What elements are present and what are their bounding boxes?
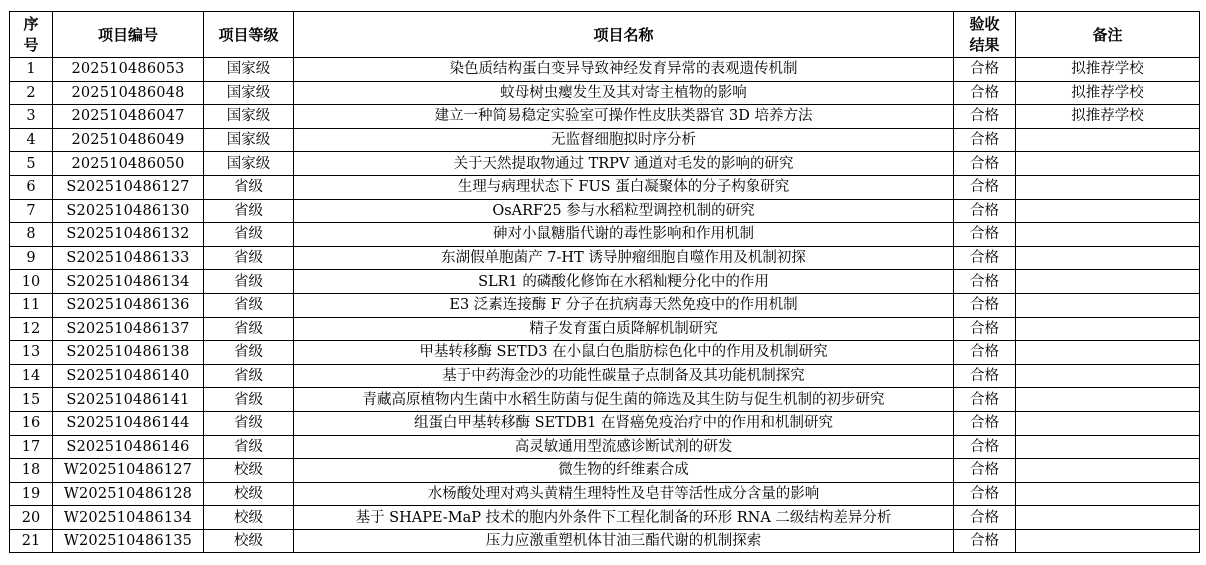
cell-level: 省级: [204, 293, 294, 317]
cell-name: 建立一种简易稳定实验室可操作性皮肤类器官 3D 培养方法: [294, 105, 954, 129]
cell-name: 蚊母树虫瘿发生及其对寄主植物的影响: [294, 81, 954, 105]
cell-result: 合格: [954, 199, 1016, 223]
cell-index: 12: [10, 317, 53, 341]
cell-name: OsARF25 参与水稻粒型调控机制的研究: [294, 199, 954, 223]
cell-result: 合格: [954, 293, 1016, 317]
cell-level: 省级: [204, 175, 294, 199]
cell-code: S202510486127: [53, 175, 204, 199]
cell-name: 高灵敏通用型流感诊断试剂的研发: [294, 435, 954, 459]
cell-remark: 拟推荐学校: [1016, 58, 1200, 82]
cell-index: 14: [10, 364, 53, 388]
cell-index: 19: [10, 482, 53, 506]
header-index: [10, 12, 53, 58]
table-row: [10, 364, 1200, 388]
cell-code: S202510486144: [53, 411, 204, 435]
cell-remark: [1016, 364, 1200, 388]
cell-code: 202510486048: [53, 81, 204, 105]
cell-remark: [1016, 175, 1200, 199]
cell-remark: [1016, 270, 1200, 294]
cell-name: 砷对小鼠糖脂代谢的毒性影响和作用机制: [294, 223, 954, 247]
cell-result: 合格: [954, 270, 1016, 294]
cell-level: 省级: [204, 317, 294, 341]
header-code: 项目编号: [53, 12, 204, 58]
cell-remark: 拟推荐学校: [1016, 105, 1200, 129]
table-row: [10, 105, 1200, 129]
cell-code: S202510486133: [53, 246, 204, 270]
cell-result: 合格: [954, 175, 1016, 199]
header-remark: 备注: [1016, 12, 1200, 58]
table-row: [10, 482, 1200, 506]
cell-index: 17: [10, 435, 53, 459]
cell-level: 国家级: [204, 152, 294, 176]
header-result-line-1: 验收: [969, 14, 1000, 33]
cell-name: 生理与病理状态下 FUS 蛋白凝聚体的分子构象研究: [294, 175, 954, 199]
cell-remark: 拟推荐学校: [1016, 81, 1200, 105]
cell-name: 无监督细胞拟时序分析: [294, 128, 954, 152]
cell-result: 合格: [954, 223, 1016, 247]
cell-code: S202510486134: [53, 270, 204, 294]
cell-level: 省级: [204, 199, 294, 223]
cell-remark: [1016, 459, 1200, 483]
cell-result: 合格: [954, 482, 1016, 506]
table-row: [10, 223, 1200, 247]
cell-name: 水杨酸处理对鸡头黄精生理特性及皂苷等活性成分含量的影响: [294, 482, 954, 506]
cell-code: W202510486128: [53, 482, 204, 506]
header-index-line-1: 序: [23, 14, 39, 33]
cell-level: 省级: [204, 270, 294, 294]
cell-name: 青藏高原植物内生菌中水稻生防菌与促生菌的筛选及其生防与促生机制的初步研究: [294, 388, 954, 412]
cell-index: 10: [10, 270, 53, 294]
cell-result: 合格: [954, 317, 1016, 341]
cell-index: 18: [10, 459, 53, 483]
cell-remark: [1016, 411, 1200, 435]
cell-level: 校级: [204, 506, 294, 530]
cell-index: 1: [10, 58, 53, 82]
cell-index: 20: [10, 506, 53, 530]
cell-level: 省级: [204, 341, 294, 365]
cell-remark: [1016, 341, 1200, 365]
cell-index: 11: [10, 293, 53, 317]
cell-level: 校级: [204, 459, 294, 483]
cell-remark: [1016, 293, 1200, 317]
cell-code: S202510486141: [53, 388, 204, 412]
header-level: 项目等级: [204, 12, 294, 58]
cell-index: 4: [10, 128, 53, 152]
cell-result: 合格: [954, 81, 1016, 105]
cell-level: 省级: [204, 435, 294, 459]
table-row: [10, 506, 1200, 530]
cell-index: 21: [10, 529, 53, 553]
cell-name: E3 泛素连接酶 F 分子在抗病毒天然免疫中的作用机制: [294, 293, 954, 317]
cell-result: 合格: [954, 364, 1016, 388]
cell-code: S202510486138: [53, 341, 204, 365]
cell-result: 合格: [954, 105, 1016, 129]
cell-code: 202510486053: [53, 58, 204, 82]
header-result: [954, 12, 1016, 58]
cell-remark: [1016, 128, 1200, 152]
table-row: [10, 411, 1200, 435]
cell-remark: [1016, 223, 1200, 247]
cell-level: 校级: [204, 529, 294, 553]
cell-remark: [1016, 152, 1200, 176]
cell-level: 省级: [204, 364, 294, 388]
cell-code: S202510486146: [53, 435, 204, 459]
table-row: [10, 529, 1200, 553]
cell-code: 202510486047: [53, 105, 204, 129]
table-row: [10, 270, 1200, 294]
cell-level: 省级: [204, 411, 294, 435]
cell-name: 东湖假单胞菌产 7-HT 诱导肿瘤细胞自噬作用及机制初探: [294, 246, 954, 270]
cell-code: W202510486134: [53, 506, 204, 530]
cell-result: 合格: [954, 529, 1016, 553]
cell-code: 202510486049: [53, 128, 204, 152]
cell-index: 3: [10, 105, 53, 129]
cell-remark: [1016, 506, 1200, 530]
table-row: [10, 459, 1200, 483]
cell-remark: [1016, 388, 1200, 412]
table-row: [10, 199, 1200, 223]
cell-name: 组蛋白甲基转移酶 SETDB1 在肾癌免疫治疗中的作用和机制研究: [294, 411, 954, 435]
cell-index: 5: [10, 152, 53, 176]
table-row: [10, 152, 1200, 176]
cell-name: 染色质结构蛋白变异导致神经发育异常的表观遗传机制: [294, 58, 954, 82]
cell-result: 合格: [954, 246, 1016, 270]
table-row: [10, 58, 1200, 82]
cell-index: 2: [10, 81, 53, 105]
cell-code: S202510486137: [53, 317, 204, 341]
table-row: [10, 81, 1200, 105]
table-row: [10, 341, 1200, 365]
cell-result: 合格: [954, 152, 1016, 176]
cell-name: 基于 SHAPE-MaP 技术的胞内外条件下工程化制备的环形 RNA 二级结构差异分析: [294, 506, 954, 530]
cell-level: 国家级: [204, 81, 294, 105]
cell-index: 7: [10, 199, 53, 223]
cell-level: 校级: [204, 482, 294, 506]
cell-result: 合格: [954, 435, 1016, 459]
cell-code: S202510486130: [53, 199, 204, 223]
header-name: 项目名称: [294, 12, 954, 58]
cell-remark: [1016, 529, 1200, 553]
cell-name: 关于天然提取物通过 TRPV 通道对毛发的影响的研究: [294, 152, 954, 176]
project-acceptance-table: [9, 11, 1200, 553]
table-row: [10, 435, 1200, 459]
cell-code: 202510486050: [53, 152, 204, 176]
cell-index: 9: [10, 246, 53, 270]
cell-code: W202510486135: [53, 529, 204, 553]
cell-remark: [1016, 435, 1200, 459]
cell-result: 合格: [954, 388, 1016, 412]
cell-level: 省级: [204, 388, 294, 412]
cell-code: S202510486140: [53, 364, 204, 388]
cell-result: 合格: [954, 128, 1016, 152]
cell-code: S202510486132: [53, 223, 204, 247]
cell-name: 基于中药海金沙的功能性碳量子点制备及其功能机制探究: [294, 364, 954, 388]
cell-index: 16: [10, 411, 53, 435]
table-body: [10, 58, 1200, 553]
table-row: [10, 293, 1200, 317]
cell-level: 国家级: [204, 128, 294, 152]
cell-remark: [1016, 246, 1200, 270]
header-result-line-2: 结果: [969, 35, 1000, 54]
cell-result: 合格: [954, 459, 1016, 483]
cell-name: 微生物的纤维素合成: [294, 459, 954, 483]
table-row: [10, 175, 1200, 199]
cell-name: 压力应激重塑机体甘油三酯代谢的机制探索: [294, 529, 954, 553]
cell-remark: [1016, 317, 1200, 341]
table-header-row: [10, 12, 1200, 58]
cell-code: S202510486136: [53, 293, 204, 317]
table-row: [10, 388, 1200, 412]
cell-index: 13: [10, 341, 53, 365]
cell-index: 15: [10, 388, 53, 412]
cell-result: 合格: [954, 58, 1016, 82]
cell-code: W202510486127: [53, 459, 204, 483]
cell-index: 6: [10, 175, 53, 199]
cell-level: 省级: [204, 223, 294, 247]
cell-name: 甲基转移酶 SETD3 在小鼠白色脂肪棕色化中的作用及机制研究: [294, 341, 954, 365]
cell-result: 合格: [954, 411, 1016, 435]
header-index-line-2: 号: [23, 35, 39, 54]
table-row: [10, 317, 1200, 341]
cell-remark: [1016, 199, 1200, 223]
cell-level: 国家级: [204, 105, 294, 129]
cell-name: SLR1 的磷酸化修饰在水稻籼粳分化中的作用: [294, 270, 954, 294]
table-row: [10, 246, 1200, 270]
cell-level: 省级: [204, 246, 294, 270]
cell-name: 精子发育蛋白质降解机制研究: [294, 317, 954, 341]
cell-level: 国家级: [204, 58, 294, 82]
table-row: [10, 128, 1200, 152]
cell-result: 合格: [954, 506, 1016, 530]
cell-result: 合格: [954, 341, 1016, 365]
cell-index: 8: [10, 223, 53, 247]
cell-remark: [1016, 482, 1200, 506]
